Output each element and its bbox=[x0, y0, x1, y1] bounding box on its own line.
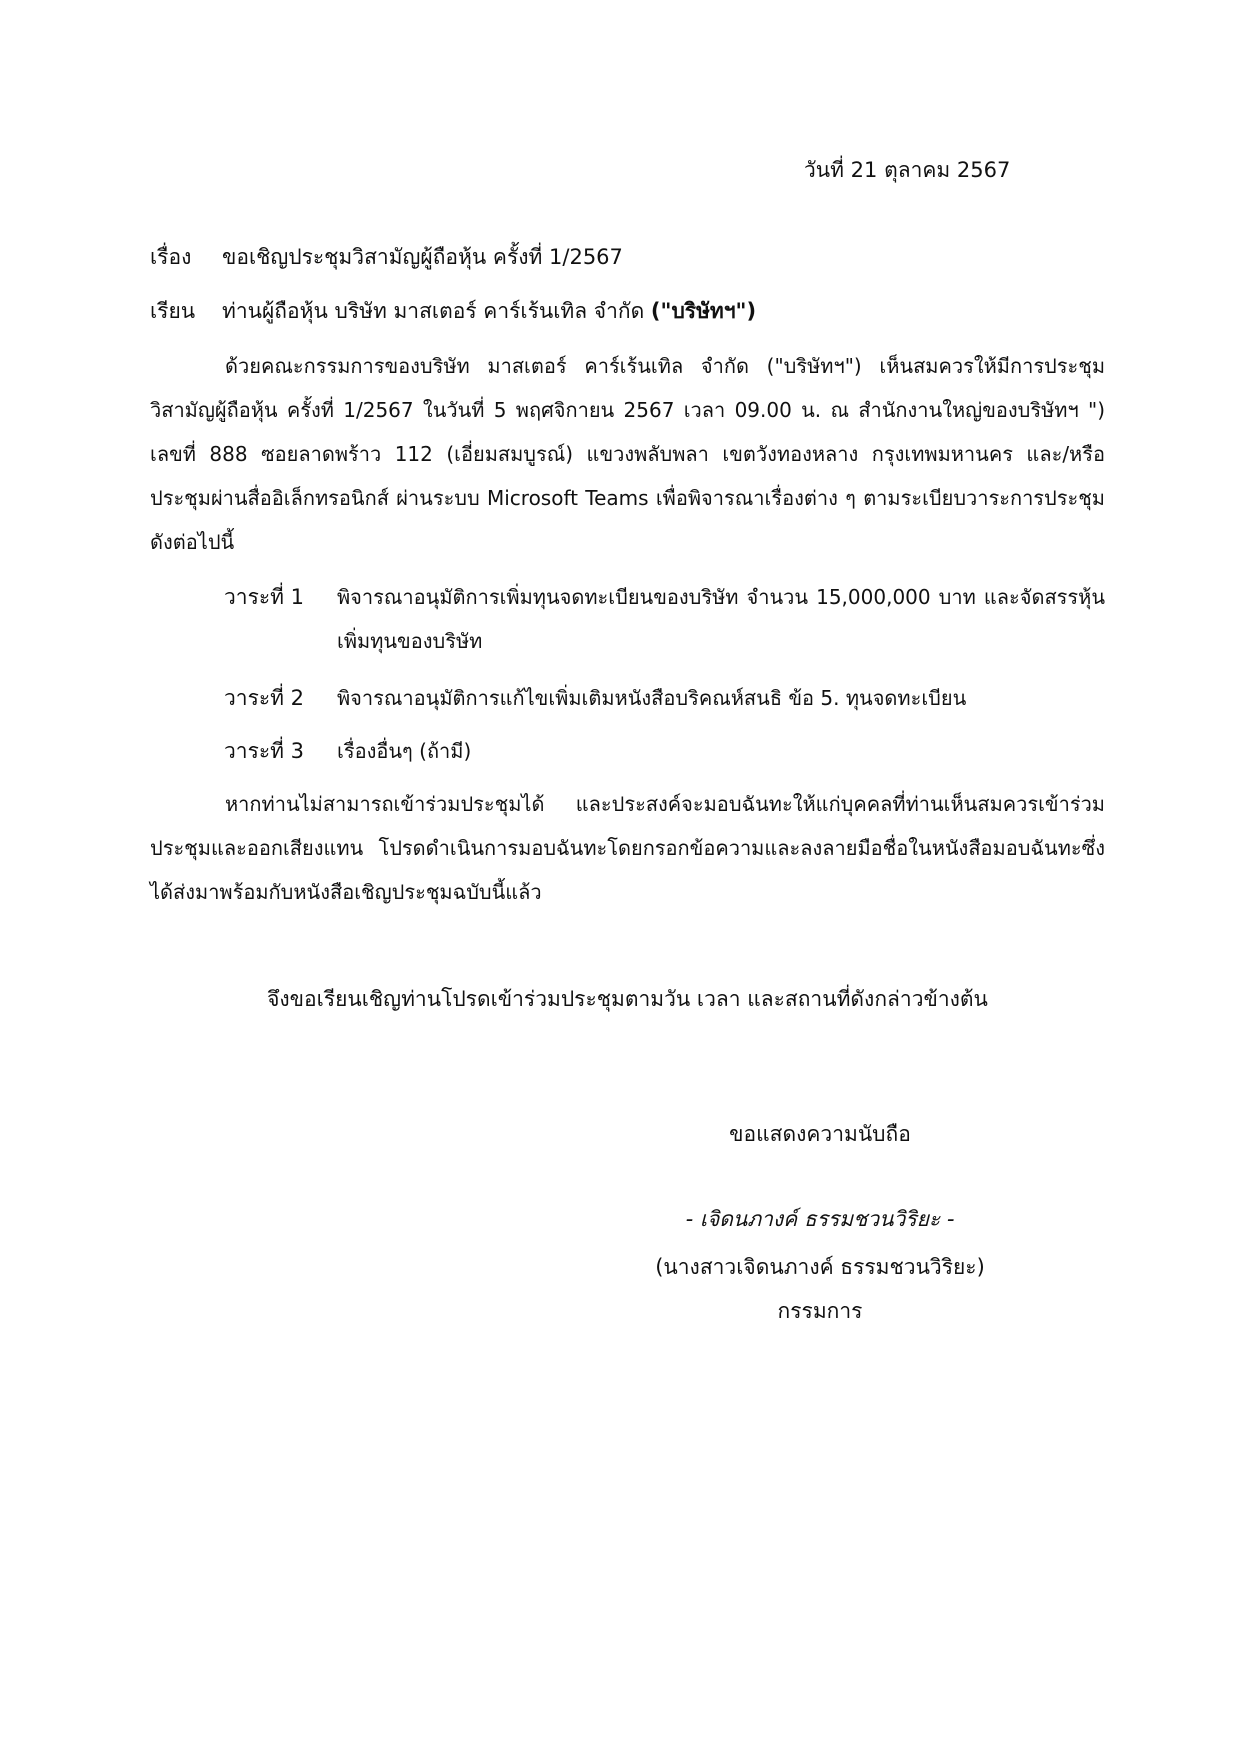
signer-title: กรรมการ bbox=[777, 1299, 863, 1323]
recipient-line bbox=[222, 297, 756, 325]
signature: - เจิดนภางค์ ธรรมชวนวิริยะ - bbox=[685, 1207, 955, 1231]
letter-date: วันที่ 21 ตุลาคม 2567 bbox=[804, 158, 1011, 182]
recipient-text: ท่านผู้ถือหุ้น บริษัท มาสเตอร์ คาร์เร้นเทิล จำกัด bbox=[222, 299, 651, 323]
recipient-company-alias: ("บริษัทฯ") bbox=[650, 299, 757, 323]
agenda-1-text: พิจารณาอนุมัติการเพิ่มทุนจดทะเบียนของบริษัท จำนวน 15,000,000 บาท และจัดสรรหุ้นเพิ่มทุนของบริษัท bbox=[337, 585, 1105, 653]
proxy-paragraph: หากท่านไม่สามารถเข้าร่วมประชุมได้ และประสงค์จะมอบฉันทะให้แก่บุคคลที่ท่านเห็นสมควรเข้าร่วมประชุมและออกเสียงแทน โปรดดำเนินการมอบฉันทะโดยกรอกข้อความและลงลายมือชื่อในหนังสือมอบฉันทะซึ่งได้ส่งมาพร้อมกับหนังสือเชิญประชุมฉบับนี้แล้ว bbox=[150, 792, 1105, 904]
subject-text: ขอเชิญประชุมวิสามัญผู้ถือหุ้น ครั้งที่ 1/2567 bbox=[222, 245, 623, 269]
agenda-3-text: เรื่องอื่นๆ (ถ้ามี) bbox=[337, 739, 472, 763]
intro-paragraph: ด้วยคณะกรรมการของบริษัท มาสเตอร์ คาร์เร้นเทิล จำกัด ("บริษัทฯ") เห็นสมควรให้มีการประชุมวิสามัญผู้ถือหุ้น ครั้งที่ 1/2567 ในวันที่ 5 พฤศจิกายน 2567 เวลา 09.00 น. ณ สำนักงานใหญ่ของบริษัทฯ ") เลขที่ 888 ซอยลาดพร้าว 112 (เอี่ยมสมบูรณ์) แขวงพลับพลา เขตวังทองหลาง กรุงเทพมหานคร และ/หรือ ประชุมผ่านสื่ออิเล็กทรอนิกส์ ผ่านระบบ Microsoft Teams เพื่อพิจารณาเรื่องต่าง ๆ ตามระเบียบวาระการประชุมดังต่อไปนี้ bbox=[150, 354, 1105, 554]
agenda-1-label: วาระที่ 1 bbox=[224, 585, 305, 609]
subject-label: เรื่อง bbox=[150, 245, 192, 269]
invitation-line: จึงขอเรียนเชิญท่านโปรดเข้าร่วมประชุมตามวัน เวลา และสถานที่ดังกล่าวข้างต้น bbox=[267, 987, 988, 1011]
agenda-2-label: วาระที่ 2 bbox=[224, 686, 305, 710]
agenda-2-text: พิจารณาอนุมัติการแก้ไขเพิ่มเติมหนังสือบริคณห์สนธิ ข้อ 5. ทุนจดทะเบียน bbox=[337, 686, 967, 710]
closing-line: ขอแสดงความนับถือ bbox=[729, 1122, 911, 1146]
recipient-label: เรียน bbox=[150, 299, 196, 323]
agenda-3-label: วาระที่ 3 bbox=[224, 739, 305, 763]
signer-name: (นางสาวเจิดนภางค์ ธรรมชวนวิริยะ) bbox=[655, 1255, 985, 1279]
